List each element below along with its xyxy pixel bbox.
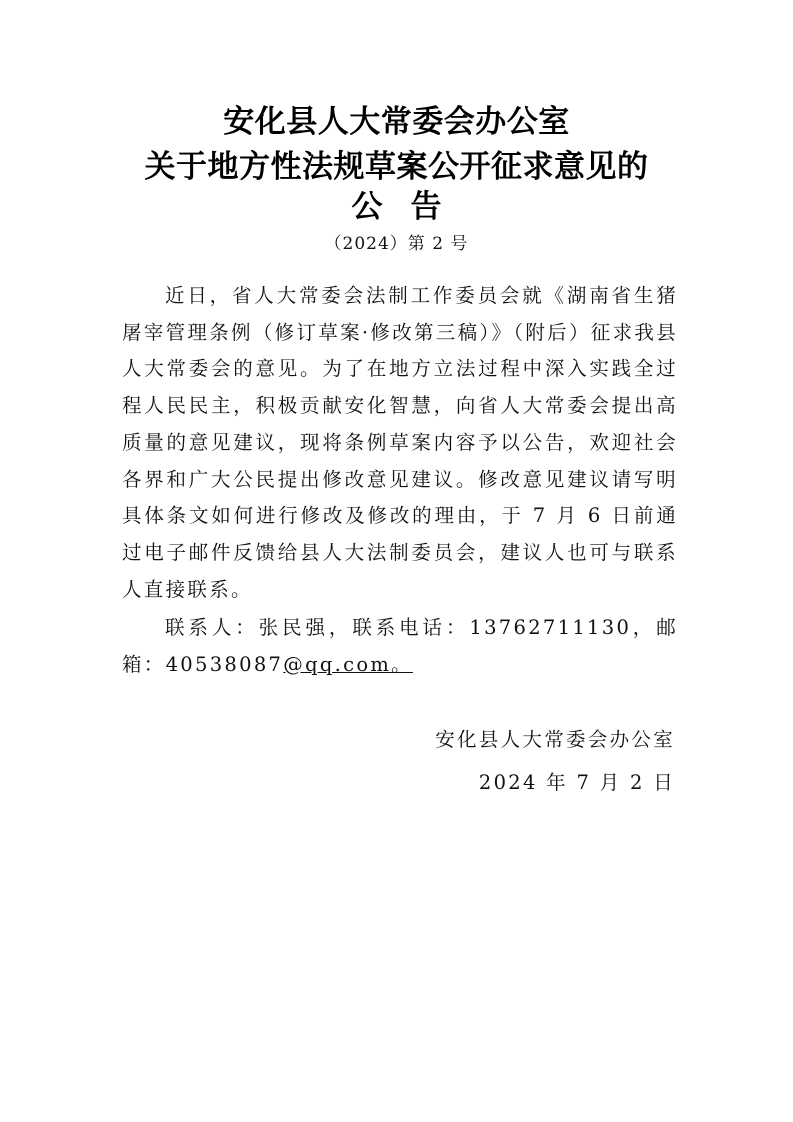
document-title-line2: 关于地方性法规草案公开征求意见的 xyxy=(144,149,649,185)
signature-date: 2024 年 7 月 2 日 xyxy=(478,771,675,794)
contact-info: 联系人：张民强，联系电话：13762711130，邮箱：40538087 xyxy=(122,616,678,676)
email-link[interactable]: @qq.com。 xyxy=(283,652,413,676)
contact-paragraph xyxy=(122,610,678,683)
document-title-line1: 安化县人大常委会办公室 xyxy=(223,104,570,140)
signature-organization: 安化县人大常委会办公室 xyxy=(435,728,675,751)
document-title-line3: 公告 xyxy=(351,189,470,225)
document-number: （2024）第 2 号 xyxy=(324,234,469,254)
main-paragraph: 近日，省人大常委会法制工作委员会就《湖南省生猪屠宰管理条例（修订草案·修改第三稿）》（附后）征求我县人大常委会的意见。为了在地方立法过程中深入实践全过程人民民主，积极贡献安化智慧，向省人大常委会提出高质量的意见建议，现将条例草案内容予以公告，欢迎社会各界和广大公民提出修改意见建议。修改意见建议请写明具体条文如何进行修改及修改的理由，于 7 月 6 日前通过电子邮件反馈给县人大法制委员会，建议人也可与联系人直接联系。 xyxy=(122,284,678,601)
